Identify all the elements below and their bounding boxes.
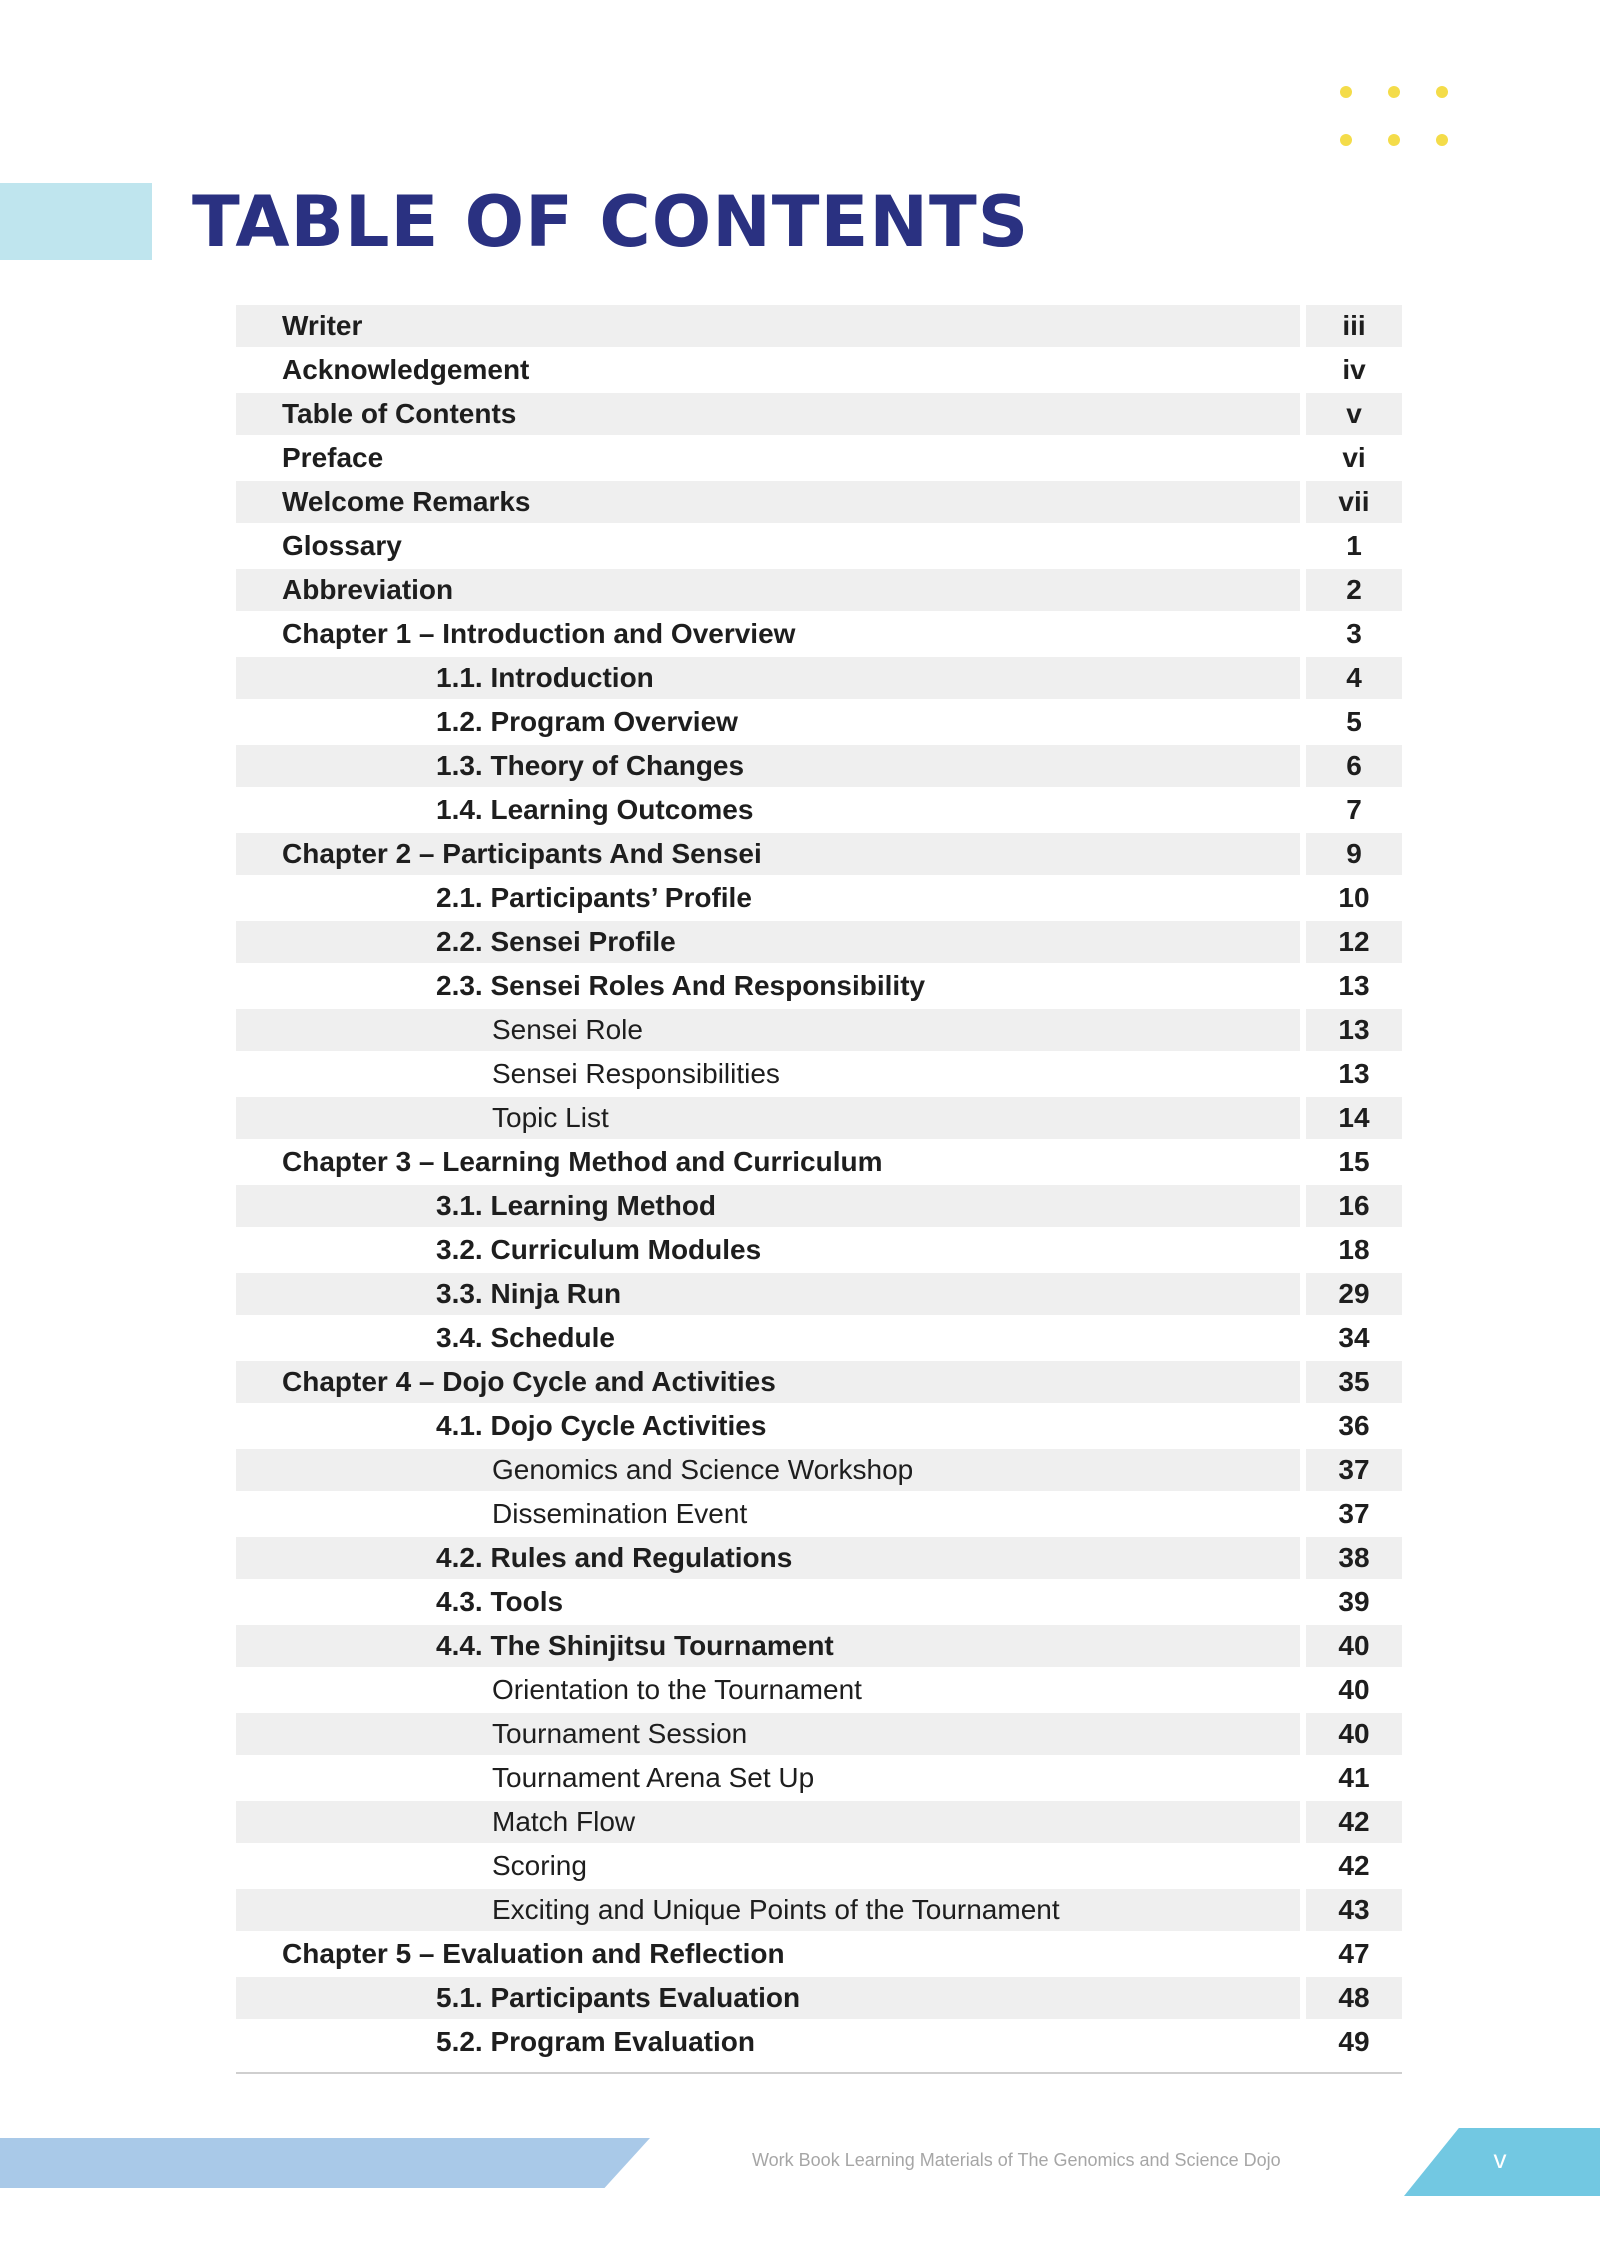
toc-entry-label: Chapter 2 – Participants And Sensei xyxy=(236,833,1300,875)
toc-entry-page: 9 xyxy=(1306,833,1402,875)
toc-entry[interactable] xyxy=(236,1580,1402,1624)
toc-entry[interactable] xyxy=(236,1228,1402,1272)
toc-entry-page: 40 xyxy=(1338,1674,1370,1705)
toc-entry-label: 1.1. Introduction xyxy=(236,657,1300,699)
toc-entry-page: 13 xyxy=(1338,970,1370,1001)
toc-entry[interactable] xyxy=(236,1888,1402,1932)
toc-entry[interactable] xyxy=(236,788,1402,832)
toc-entry-label: Tournament Session xyxy=(236,1713,1300,1755)
toc-entry[interactable] xyxy=(236,1536,1402,1580)
toc-entry-page: 40 xyxy=(1306,1625,1402,1667)
toc-entry-label: Acknowledgement xyxy=(282,354,530,385)
toc-entry-page: 4 xyxy=(1306,657,1402,699)
toc-entry-page: 34 xyxy=(1338,1322,1370,1353)
dot-icon xyxy=(1340,86,1352,98)
toc-entry-page: 49 xyxy=(1338,2026,1370,2057)
toc-entry-label: Glossary xyxy=(282,530,402,561)
toc-entry-label: 3.4. Schedule xyxy=(436,1322,615,1353)
toc-entry-page: 13 xyxy=(1306,1009,1402,1051)
toc-entry-label: Scoring xyxy=(492,1850,587,1881)
toc-entry-page: 7 xyxy=(1346,794,1362,825)
toc-entry[interactable] xyxy=(236,1624,1402,1668)
toc-entry-label: Genomics and Science Workshop xyxy=(236,1449,1300,1491)
toc-entry-page: 47 xyxy=(1338,1938,1370,1969)
toc-entry-label: 3.3. Ninja Run xyxy=(236,1273,1300,1315)
toc-entry-page: vii xyxy=(1306,481,1402,523)
toc-entry[interactable] xyxy=(236,656,1402,700)
toc-entry-page: iii xyxy=(1306,305,1402,347)
toc-entry-page: 39 xyxy=(1338,1586,1370,1617)
toc-entry[interactable] xyxy=(236,436,1402,480)
toc-entry[interactable] xyxy=(236,568,1402,612)
dot-icon xyxy=(1388,86,1400,98)
toc-entry-label: 4.3. Tools xyxy=(436,1586,564,1617)
toc-entry[interactable] xyxy=(236,832,1402,876)
toc-entry-page: 2 xyxy=(1306,569,1402,611)
toc-entry[interactable] xyxy=(236,1184,1402,1228)
toc-entry-label: 1.3. Theory of Changes xyxy=(236,745,1300,787)
toc-entry-label: Table of Contents xyxy=(236,393,1300,435)
dot-icon xyxy=(1388,134,1400,146)
toc-entry-page: 40 xyxy=(1306,1713,1402,1755)
toc-entry-page: 43 xyxy=(1306,1889,1402,1931)
toc-entry[interactable] xyxy=(236,2020,1402,2064)
toc-entry[interactable] xyxy=(236,1096,1402,1140)
toc-entry[interactable] xyxy=(236,1800,1402,1844)
page-number: v xyxy=(1493,2144,1507,2174)
toc-entry[interactable] xyxy=(236,392,1402,436)
toc-entry-page: 48 xyxy=(1306,1977,1402,2019)
toc-entry-label: Tournament Arena Set Up xyxy=(492,1762,815,1793)
toc-entry-label: 1.4. Learning Outcomes xyxy=(436,794,754,825)
toc-entry-page: 42 xyxy=(1306,1801,1402,1843)
toc-entry[interactable] xyxy=(236,1492,1402,1536)
page-title: TABLE OF CONTENTS xyxy=(192,181,1030,263)
toc-entry-label: 5.1. Participants Evaluation xyxy=(236,1977,1300,2019)
toc-entry-label: Chapter 3 – Learning Method and Curriculum xyxy=(282,1146,883,1177)
toc-entry-label: 4.1. Dojo Cycle Activities xyxy=(436,1410,767,1441)
toc-entry[interactable] xyxy=(236,1844,1402,1888)
toc-entry[interactable] xyxy=(236,1052,1402,1096)
toc-entry-label: 3.2. Curriculum Modules xyxy=(436,1234,762,1265)
toc-entry-page: 29 xyxy=(1306,1273,1402,1315)
toc-entry-label: 2.2. Sensei Profile xyxy=(236,921,1300,963)
toc-entry-page: 38 xyxy=(1306,1537,1402,1579)
toc-entry-page: 1 xyxy=(1346,530,1362,561)
toc-entry-label: Dissemination Event xyxy=(492,1498,748,1529)
toc-entry-label: 3.1. Learning Method xyxy=(236,1185,1300,1227)
toc-entry-page: 37 xyxy=(1338,1498,1370,1529)
toc-entry-label: Welcome Remarks xyxy=(236,481,1300,523)
toc-entry-label: 2.1. Participants’ Profile xyxy=(436,882,752,913)
title-accent-band xyxy=(0,183,152,260)
toc-entry-label: Abbreviation xyxy=(236,569,1300,611)
toc-entry-page: 41 xyxy=(1338,1762,1370,1793)
toc-entry-label: Sensei Role xyxy=(236,1009,1300,1051)
footer-text: Work Book Learning Materials of The Genomics and Science Dojo xyxy=(752,2150,1281,2170)
toc-entry[interactable] xyxy=(236,1404,1402,1448)
toc-entry[interactable] xyxy=(236,304,1402,348)
toc-entry[interactable] xyxy=(236,1008,1402,1052)
toc-entry[interactable] xyxy=(236,1272,1402,1316)
dot-icon xyxy=(1340,134,1352,146)
toc-entry-label: Writer xyxy=(236,305,1300,347)
toc-entry-label: 1.2. Program Overview xyxy=(436,706,738,737)
toc-bottom-rule xyxy=(236,2072,1402,2074)
toc-entry[interactable] xyxy=(236,612,1402,656)
toc-entry-page: 13 xyxy=(1338,1058,1370,1089)
toc-entry-page: 14 xyxy=(1306,1097,1402,1139)
toc-entry-page: 3 xyxy=(1346,618,1362,649)
dot-icon xyxy=(1436,134,1448,146)
toc-entry-label: Chapter 4 – Dojo Cycle and Activities xyxy=(236,1361,1300,1403)
footer-band xyxy=(0,2138,650,2188)
toc-entry[interactable] xyxy=(236,1668,1402,1712)
table-of-contents xyxy=(236,304,1402,2064)
toc-entry-page: 37 xyxy=(1306,1449,1402,1491)
toc-entry-label: Sensei Responsibilities xyxy=(492,1058,780,1089)
toc-entry[interactable] xyxy=(236,700,1402,744)
toc-entry[interactable] xyxy=(236,1976,1402,2020)
toc-entry[interactable] xyxy=(236,876,1402,920)
toc-entry-label: Orientation to the Tournament xyxy=(492,1674,862,1705)
toc-entry[interactable] xyxy=(236,1448,1402,1492)
toc-entry[interactable] xyxy=(236,348,1402,392)
toc-entry[interactable] xyxy=(236,920,1402,964)
toc-entry-page: 18 xyxy=(1338,1234,1370,1265)
toc-entry[interactable] xyxy=(236,1360,1402,1404)
toc-entry-label: 4.2. Rules and Regulations xyxy=(236,1537,1300,1579)
toc-entry[interactable] xyxy=(236,1712,1402,1756)
toc-entry-label: Chapter 1 – Introduction and Overview xyxy=(282,618,796,649)
toc-entry[interactable] xyxy=(236,744,1402,788)
toc-entry-page: 35 xyxy=(1306,1361,1402,1403)
dot-icon xyxy=(1436,86,1448,98)
toc-entry-page: v xyxy=(1306,393,1402,435)
toc-entry-page: 15 xyxy=(1338,1146,1370,1177)
toc-entry[interactable] xyxy=(236,1932,1402,1976)
toc-entry-page: 12 xyxy=(1306,921,1402,963)
toc-entry-page: 36 xyxy=(1338,1410,1370,1441)
toc-entry-page: 42 xyxy=(1338,1850,1370,1881)
toc-entry[interactable] xyxy=(236,480,1402,524)
toc-entry-page: iv xyxy=(1342,354,1366,385)
toc-entry[interactable] xyxy=(236,1140,1402,1184)
toc-entry-label: 2.3. Sensei Roles And Responsibility xyxy=(436,970,926,1001)
toc-entry-label: 5.2. Program Evaluation xyxy=(436,2026,755,2057)
toc-entry-page: 5 xyxy=(1346,706,1362,737)
toc-entry-label: Exciting and Unique Points of the Tournament xyxy=(236,1889,1300,1931)
toc-entry[interactable] xyxy=(236,964,1402,1008)
toc-entry-label: Chapter 5 – Evaluation and Reflection xyxy=(282,1938,785,1969)
toc-entry-label: Topic List xyxy=(236,1097,1300,1139)
toc-entry-page: 10 xyxy=(1338,882,1370,913)
decorative-dots xyxy=(1340,86,1460,156)
toc-entry-label: Preface xyxy=(282,442,384,473)
toc-entry-label: 4.4. The Shinjitsu Tournament xyxy=(236,1625,1300,1667)
toc-entry-label: Match Flow xyxy=(236,1801,1300,1843)
toc-entry[interactable] xyxy=(236,1316,1402,1360)
toc-entry[interactable] xyxy=(236,1756,1402,1800)
toc-entry[interactable] xyxy=(236,524,1402,568)
toc-entry-page: 6 xyxy=(1306,745,1402,787)
toc-entry-page: vi xyxy=(1342,442,1366,473)
toc-entry-page: 16 xyxy=(1306,1185,1402,1227)
